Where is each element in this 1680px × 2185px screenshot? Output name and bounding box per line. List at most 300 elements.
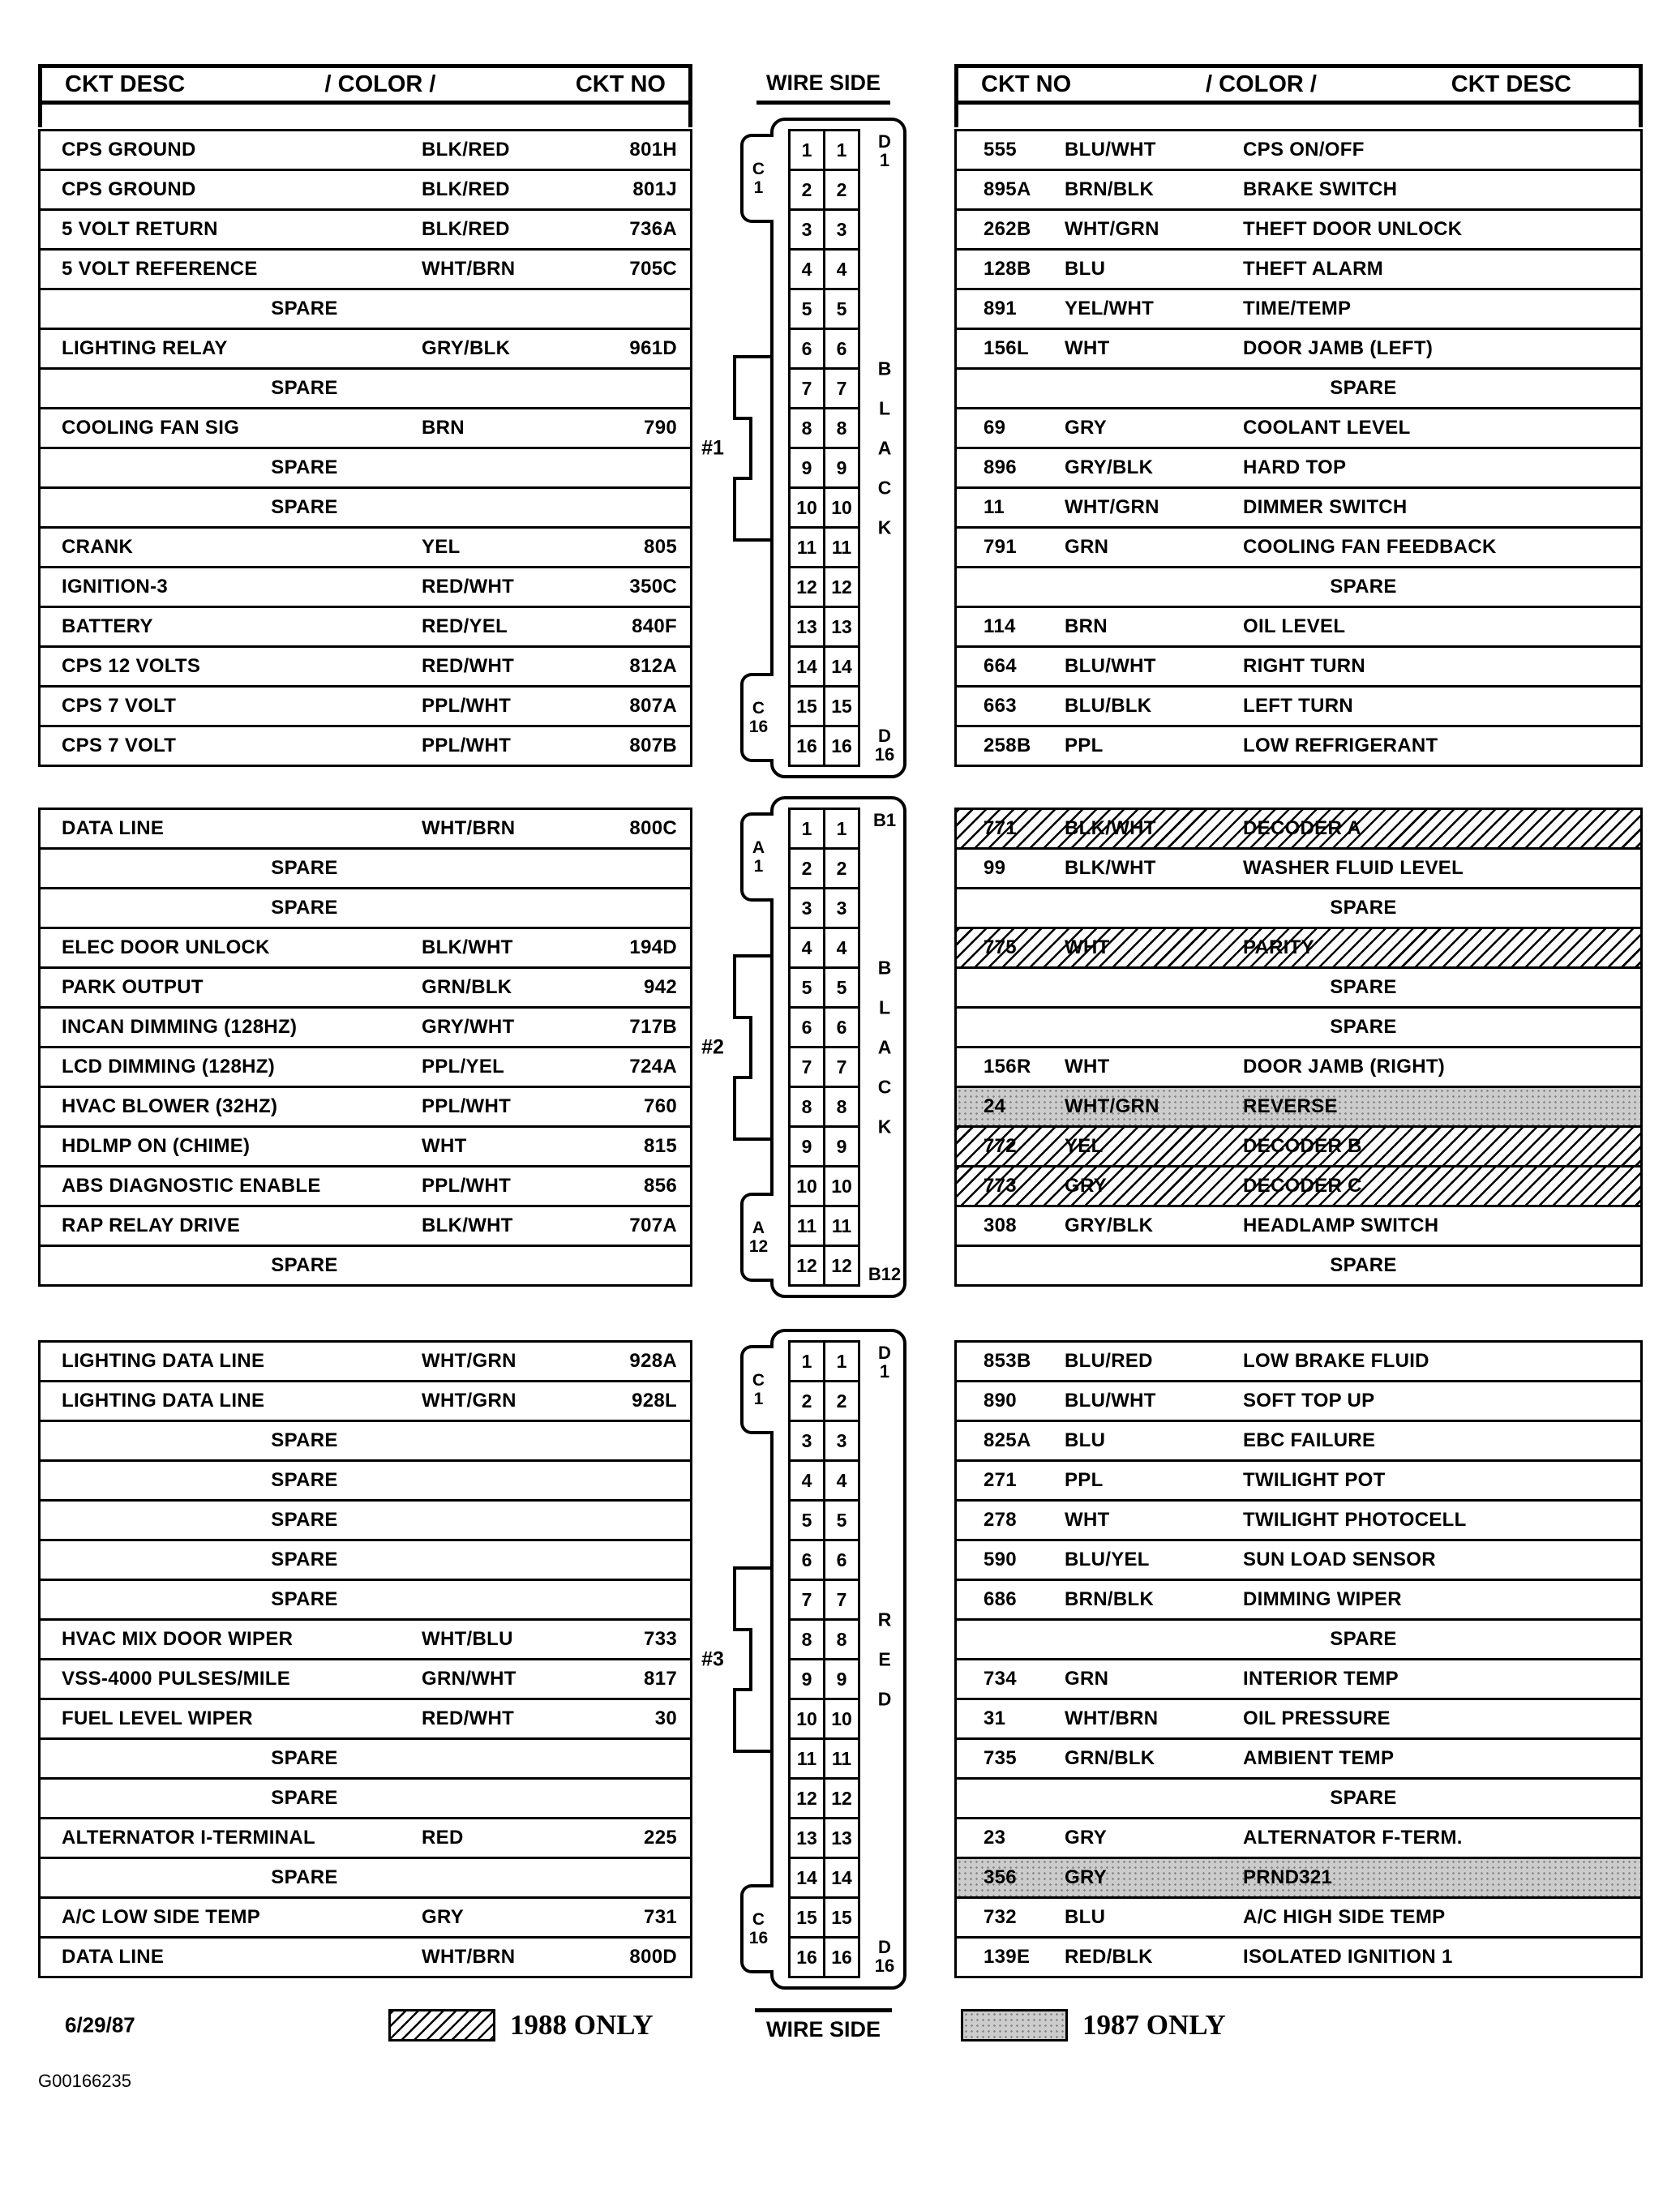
wire-color: BLK/WHT — [422, 936, 513, 958]
pin-8: 8 — [823, 1618, 860, 1660]
pin-2: 2 — [788, 847, 825, 889]
pin-8: 8 — [788, 1618, 825, 1660]
header-row — [0, 0, 1680, 105]
circuit-description: COOLING FAN SIG — [62, 417, 240, 439]
label-part: D — [878, 131, 891, 152]
table-row — [954, 169, 1643, 211]
circuit-description: TWILIGHT POT — [1243, 1469, 1386, 1491]
connector-latch — [733, 954, 774, 1141]
wire-color: GRY — [1065, 1827, 1108, 1849]
circuit-number: 928A — [629, 1350, 677, 1372]
pin-16: 16 — [788, 725, 825, 767]
table-row — [954, 447, 1643, 489]
wire-color: GRN/BLK — [1065, 1747, 1155, 1769]
wire-color: WHT/GRN — [1065, 496, 1159, 518]
label-part: C — [752, 1910, 765, 1929]
table-row — [38, 328, 692, 370]
pin-4: 4 — [823, 927, 860, 969]
wire-color: WHT/BRN — [422, 1946, 516, 1968]
circuit-number: 156L — [984, 337, 1029, 359]
circuit-number: 11 — [984, 496, 1005, 518]
pin-3: 3 — [788, 208, 825, 251]
pin-3: 3 — [823, 1420, 860, 1462]
pin-6: 6 — [788, 328, 825, 370]
connector-section-1 — [38, 129, 1680, 767]
table-row — [954, 367, 1643, 409]
sections-container — [38, 129, 1680, 1978]
circuit-description: ABS DIAGNOSTIC ENABLE — [62, 1175, 321, 1197]
circuit-number: 731 — [644, 1906, 677, 1928]
circuit-description: LOW BRAKE FLUID — [1243, 1350, 1429, 1372]
spare-label: SPARE — [271, 496, 338, 518]
circuit-number: 271 — [984, 1469, 1017, 1491]
table-row — [954, 1618, 1643, 1660]
letter: A — [877, 1036, 892, 1057]
pin-7: 7 — [788, 367, 825, 409]
pin-row — [788, 1936, 860, 1978]
pin-10: 10 — [788, 1698, 825, 1740]
connector-color-word — [866, 1609, 903, 1710]
header-ckt-no: CKT NO — [575, 71, 666, 97]
wire-color: WHT/GRN — [422, 1350, 516, 1372]
letter: K — [877, 1116, 892, 1137]
wire-side-label-top — [692, 64, 954, 105]
circuit-description: ALTERNATOR F-TERM. — [1243, 1827, 1463, 1849]
bracket-label-top — [740, 812, 774, 902]
table-row — [954, 927, 1643, 969]
wire-color: PPL/WHT — [422, 735, 512, 756]
table-row — [38, 486, 692, 529]
wire-color: GRY/WHT — [422, 1016, 515, 1038]
circuit-description: PARK OUTPUT — [62, 976, 204, 998]
label-part: D — [878, 1343, 891, 1363]
table-row — [38, 685, 692, 727]
table-row — [38, 1658, 692, 1700]
label-part: A — [752, 1219, 765, 1237]
pin-row — [788, 1420, 860, 1462]
spare-label: SPARE — [271, 1747, 338, 1769]
wire-color: BLU — [1065, 1906, 1106, 1928]
table-row — [954, 1817, 1643, 1859]
pin-1: 1 — [823, 808, 860, 850]
wire-color: BRN/BLK — [1065, 1588, 1155, 1610]
circuit-number: 891 — [984, 298, 1017, 319]
label-part: 1 — [753, 1390, 764, 1408]
table-row — [954, 808, 1643, 850]
table-row — [954, 1205, 1643, 1247]
pin-10: 10 — [823, 486, 860, 529]
circuit-description: EBC FAILURE — [1243, 1429, 1376, 1451]
label-part: 16 — [748, 718, 769, 736]
pin-1: 1 — [823, 129, 860, 171]
pin-8: 8 — [788, 1086, 825, 1128]
circuit-number: 23 — [984, 1827, 1006, 1849]
wire-color: BLU/RED — [1065, 1350, 1153, 1372]
pin-16: 16 — [823, 725, 860, 767]
letter: E — [878, 1648, 891, 1669]
circuit-description: 5 VOLT REFERENCE — [62, 258, 258, 280]
circuit-description: CPS GROUND — [62, 178, 196, 200]
table-row — [38, 606, 692, 648]
connector-color-word — [866, 957, 903, 1137]
pin-1: 1 — [823, 1340, 860, 1382]
circuit-description: RAP RELAY DRIVE — [62, 1215, 241, 1236]
pin-9: 9 — [788, 447, 825, 489]
wire-color: GRY/BLK — [1065, 1215, 1154, 1236]
wire-color: GRY — [1065, 417, 1108, 439]
table-row — [38, 367, 692, 409]
table-row — [954, 1046, 1643, 1088]
table-row — [954, 685, 1643, 727]
table-row — [954, 1658, 1643, 1700]
pin-12: 12 — [823, 1245, 860, 1287]
bracket-label-top — [740, 134, 774, 223]
pin-10: 10 — [823, 1165, 860, 1207]
table-row — [954, 1777, 1643, 1819]
table-row — [38, 1086, 692, 1128]
pin-row — [788, 367, 860, 409]
circuit-description: LIGHTING DATA LINE — [62, 1390, 265, 1412]
circuit-number: 733 — [644, 1628, 677, 1650]
pin-2: 2 — [788, 1380, 825, 1422]
circuit-number: 760 — [644, 1095, 677, 1117]
header-ckt-desc: CKT DESC — [1451, 71, 1571, 97]
circuit-description: THEFT DOOR UNLOCK — [1243, 218, 1463, 240]
footer — [0, 1993, 1680, 2058]
table-row — [954, 847, 1643, 889]
wire-color: WHT/BRN — [1065, 1707, 1159, 1729]
table-row — [38, 1936, 692, 1978]
table-row — [38, 1420, 692, 1462]
circuit-number: 590 — [984, 1549, 1017, 1570]
pin-row — [788, 1165, 860, 1207]
table-row — [38, 1817, 692, 1859]
wire-color: GRN — [1065, 536, 1109, 558]
table-row — [954, 645, 1643, 688]
circuit-number: 139E — [984, 1946, 1031, 1968]
label-part: C — [752, 699, 765, 718]
circuit-description: HVAC MIX DOOR WIPER — [62, 1628, 294, 1650]
table-row — [38, 1499, 692, 1541]
spare-label: SPARE — [1330, 1787, 1397, 1809]
bracket-label-bottom — [740, 1884, 774, 1973]
table-row — [954, 1698, 1643, 1740]
wire-color: RED/BLK — [1065, 1946, 1153, 1968]
pin-11: 11 — [823, 526, 860, 568]
pin-13: 13 — [823, 1817, 860, 1859]
connector-section-2 — [38, 808, 1680, 1287]
circuit-description: COOLING FAN FEEDBACK — [1243, 536, 1497, 558]
circuit-number: 961D — [629, 337, 677, 359]
wire-color: BLU — [1065, 258, 1106, 280]
table-row — [38, 1539, 692, 1581]
table-row — [954, 566, 1643, 608]
pin-row — [788, 1777, 860, 1819]
pin-row — [788, 808, 860, 850]
table-row — [38, 566, 692, 608]
pin-11: 11 — [788, 1737, 825, 1780]
wire-color: BLK/WHT — [1065, 857, 1156, 879]
pin-label-top-right: B1 — [872, 810, 897, 830]
pin-row — [788, 486, 860, 529]
table-row — [954, 1165, 1643, 1207]
wire-color: WHT — [1065, 1509, 1110, 1531]
circuit-description: LCD DIMMING (128HZ) — [62, 1056, 276, 1078]
pin-row — [788, 129, 860, 171]
letter: B — [877, 957, 892, 978]
pin-4: 4 — [788, 927, 825, 969]
pin-row — [788, 1539, 860, 1581]
table-row — [954, 1006, 1643, 1048]
table-row — [38, 288, 692, 330]
spare-label: SPARE — [1330, 976, 1397, 998]
header-color: / COLOR / — [324, 71, 436, 97]
wire-color: BLU — [1065, 1429, 1106, 1451]
table-row — [954, 966, 1643, 1009]
circuit-description: PRND321 — [1243, 1866, 1333, 1888]
table-row — [954, 129, 1643, 171]
pin-1: 1 — [788, 129, 825, 171]
pin-grid — [788, 1340, 860, 1978]
connector-1 — [692, 129, 954, 767]
label-part: D — [878, 726, 891, 746]
spare-label: SPARE — [1330, 1628, 1397, 1650]
pin-row — [788, 526, 860, 568]
table-row — [38, 1896, 692, 1939]
pin-7: 7 — [823, 367, 860, 409]
table-row — [38, 1737, 692, 1780]
circuit-description: SOFT TOP UP — [1243, 1390, 1375, 1412]
circuit-number: 735 — [984, 1747, 1017, 1769]
label-part: 1 — [879, 1361, 890, 1382]
table-row — [954, 1420, 1643, 1462]
pin-12: 12 — [788, 1245, 825, 1287]
table-row — [954, 1539, 1643, 1581]
table-row — [954, 1499, 1643, 1541]
left-pin-table — [38, 129, 692, 767]
circuit-number: 736A — [629, 218, 677, 240]
legend-1988 — [388, 2009, 654, 2041]
pin-row — [788, 1698, 860, 1740]
pin-row — [788, 645, 860, 688]
table-row — [954, 1459, 1643, 1502]
circuit-description: INCAN DIMMING (128HZ) — [62, 1016, 298, 1038]
circuit-number: 790 — [644, 417, 677, 439]
pin-row — [788, 407, 860, 449]
header-ckt-no: CKT NO — [981, 71, 1072, 97]
pin-9: 9 — [823, 1658, 860, 1700]
wire-color: BLU/WHT — [1065, 1390, 1156, 1412]
pin-row — [788, 606, 860, 648]
wire-color: RED — [422, 1827, 464, 1849]
circuit-description: TIME/TEMP — [1243, 298, 1352, 319]
spare-label: SPARE — [271, 456, 338, 478]
circuit-number: 31 — [984, 1707, 1006, 1729]
circuit-description: CPS GROUND — [62, 139, 196, 161]
wire-side-text: WIRE SIDE — [756, 71, 890, 105]
circuit-number: 128B — [984, 258, 1031, 280]
table-row — [38, 725, 692, 767]
circuit-description: HEADLAMP SWITCH — [1243, 1215, 1439, 1236]
pin-9: 9 — [788, 1658, 825, 1700]
letter: B — [877, 358, 892, 379]
circuit-description: HARD TOP — [1243, 456, 1347, 478]
wire-side-text: WIRE SIDE — [755, 2008, 892, 2042]
circuit-number: 732 — [984, 1906, 1017, 1928]
circuit-description: IGNITION-3 — [62, 576, 169, 598]
pin-2: 2 — [823, 847, 860, 889]
table-row — [38, 1618, 692, 1660]
pin-8: 8 — [788, 407, 825, 449]
table-row — [954, 1857, 1643, 1899]
pin-12: 12 — [788, 566, 825, 608]
header-color: / COLOR / — [1205, 71, 1317, 97]
wire-color: BRN/BLK — [1065, 178, 1155, 200]
spare-label: SPARE — [1330, 1254, 1397, 1276]
pin-14: 14 — [823, 645, 860, 688]
pin-5: 5 — [788, 1499, 825, 1541]
pin-row — [788, 966, 860, 1009]
circuit-number: 707A — [629, 1215, 677, 1236]
circuit-number: 807B — [629, 735, 677, 756]
pin-12: 12 — [823, 566, 860, 608]
pin-8: 8 — [823, 407, 860, 449]
circuit-description: CRANK — [62, 536, 134, 558]
left-pin-table — [38, 808, 692, 1287]
connector-number-label: #2 — [701, 1035, 724, 1058]
circuit-number: 805 — [644, 536, 677, 558]
circuit-number: 800D — [629, 1946, 677, 1968]
spare-label: SPARE — [271, 1509, 338, 1531]
pin-5: 5 — [823, 1499, 860, 1541]
spare-label: SPARE — [271, 1588, 338, 1610]
table-row — [38, 1459, 692, 1502]
circuit-description: REVERSE — [1243, 1095, 1338, 1117]
circuit-description: HDLMP ON (CHIME) — [62, 1135, 251, 1157]
wire-color: GRY/BLK — [422, 337, 511, 359]
wire-color: WHT/BRN — [422, 817, 516, 839]
pin-row — [788, 288, 860, 330]
pin-row — [788, 1896, 860, 1939]
circuit-description: THEFT ALARM — [1243, 258, 1384, 280]
circuit-number: 825A — [984, 1429, 1031, 1451]
table-row — [954, 208, 1643, 251]
table-row — [954, 248, 1643, 290]
pin-4: 4 — [788, 1459, 825, 1502]
circuit-number: 812A — [629, 655, 677, 677]
wire-color: YEL — [1065, 1135, 1104, 1157]
circuit-description: ISOLATED IGNITION 1 — [1243, 1946, 1453, 1968]
latch-notch — [733, 1016, 752, 1079]
pin-6: 6 — [788, 1539, 825, 1581]
table-row — [954, 486, 1643, 529]
circuit-number: 24 — [984, 1095, 1006, 1117]
circuit-number: 99 — [984, 857, 1006, 879]
pin-row — [788, 1658, 860, 1700]
table-row — [38, 169, 692, 211]
circuit-number: 705C — [629, 258, 677, 280]
circuit-description: AMBIENT TEMP — [1243, 1747, 1395, 1769]
spare-label: SPARE — [271, 298, 338, 319]
wire-color: PPL/WHT — [422, 1095, 512, 1117]
circuit-description: CPS 12 VOLTS — [62, 655, 201, 677]
circuit-description: LOW REFRIGERANT — [1243, 735, 1438, 756]
label-part: 12 — [748, 1237, 769, 1256]
wire-color: WHT/GRN — [422, 1390, 516, 1412]
circuit-number: 308 — [984, 1215, 1017, 1236]
pin-13: 13 — [788, 1817, 825, 1859]
pin-row — [788, 1817, 860, 1859]
table-row — [38, 1340, 692, 1382]
wire-color: WHT/GRN — [1065, 1095, 1159, 1117]
table-row — [954, 887, 1643, 929]
circuit-description: FUEL LEVEL WIPER — [62, 1707, 253, 1729]
table-row — [38, 447, 692, 489]
circuit-number: 815 — [644, 1135, 677, 1157]
circuit-description: WASHER FLUID LEVEL — [1243, 857, 1464, 879]
circuit-number: 801H — [629, 139, 677, 161]
pin-16: 16 — [788, 1936, 825, 1978]
table-row — [38, 1205, 692, 1247]
pin-3: 3 — [788, 887, 825, 929]
table-row — [38, 1698, 692, 1740]
spare-label: SPARE — [1330, 1016, 1397, 1038]
table-row — [954, 1896, 1643, 1939]
pin-10: 10 — [788, 1165, 825, 1207]
circuit-description: CPS 7 VOLT — [62, 735, 177, 756]
circuit-description: DIMMING WIPER — [1243, 1588, 1402, 1610]
pin-row — [788, 1857, 860, 1899]
pin-row — [788, 1737, 860, 1780]
bracket-label-bottom — [740, 673, 774, 762]
circuit-number: 791 — [984, 536, 1017, 558]
table-row — [38, 1046, 692, 1088]
table-row — [38, 526, 692, 568]
pin-12: 12 — [823, 1777, 860, 1819]
circuit-description: DOOR JAMB (RIGHT) — [1243, 1056, 1446, 1078]
pin-row — [788, 725, 860, 767]
table-row — [38, 1165, 692, 1207]
circuit-number: 262B — [984, 218, 1031, 240]
table-row — [954, 1340, 1643, 1382]
label-part: 1 — [879, 150, 890, 170]
circuit-number: 258B — [984, 735, 1031, 756]
spare-label: SPARE — [271, 1787, 338, 1809]
circuit-description: CPS 7 VOLT — [62, 695, 177, 717]
circuit-description: LIGHTING DATA LINE — [62, 1350, 265, 1372]
table-row — [954, 328, 1643, 370]
pin-15: 15 — [823, 1896, 860, 1939]
pin-11: 11 — [823, 1737, 860, 1780]
wire-color: GRY — [1065, 1175, 1108, 1197]
wire-color: PPL — [1065, 735, 1104, 756]
pin-16: 16 — [823, 1936, 860, 1978]
pin-label-bottom-right: B12 — [868, 1264, 902, 1284]
latch-notch — [733, 417, 752, 480]
wire-color: PPL/WHT — [422, 695, 512, 717]
header-ckt-desc: CKT DESC — [65, 71, 186, 97]
table-row — [38, 645, 692, 688]
pin-9: 9 — [823, 1125, 860, 1167]
circuit-description: DOOR JAMB (LEFT) — [1243, 337, 1434, 359]
wire-color: PPL/YEL — [422, 1056, 505, 1078]
connector-2 — [692, 808, 954, 1287]
left-table-header — [38, 64, 692, 105]
wire-color: RED/WHT — [422, 655, 515, 677]
pin-10: 10 — [823, 1698, 860, 1740]
pin-row — [788, 447, 860, 489]
circuit-description: LEFT TURN — [1243, 695, 1354, 717]
